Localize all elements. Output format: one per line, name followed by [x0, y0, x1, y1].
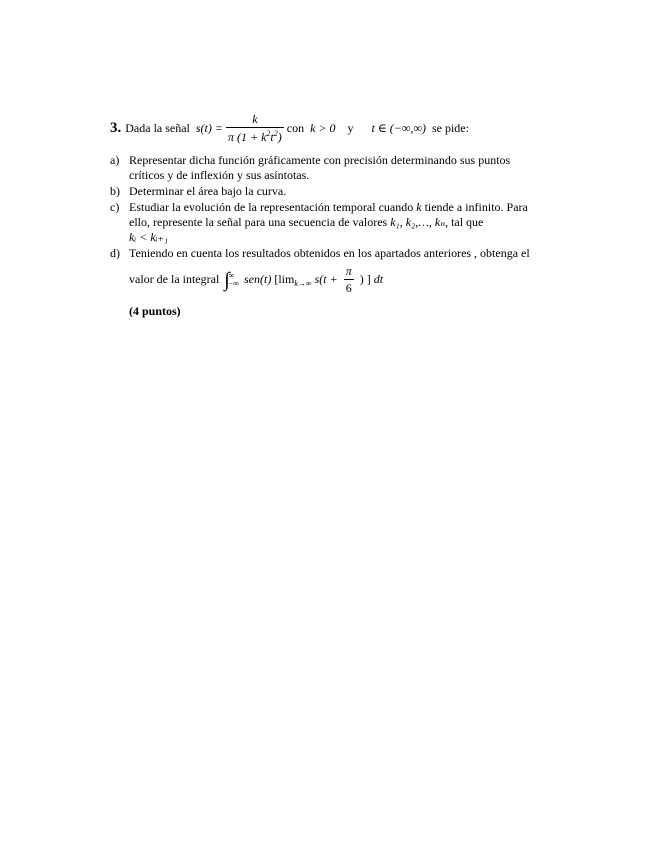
dt: dt [373, 271, 384, 286]
item-b-line1: Determinar el área bajo la curva. [129, 184, 287, 198]
points-label: (4 puntos) [129, 304, 181, 318]
signal-numerator: k [252, 112, 258, 126]
con-word: con [286, 121, 305, 135]
k-var: k [416, 200, 422, 214]
integral-sign: ∫ [224, 269, 230, 291]
se-pide: se pide: [431, 121, 469, 135]
item-c-line2: ello, represente la señal para una secuencia de valores k₁, k₂,…, kₙ, tal que [129, 215, 484, 229]
y-word: y [347, 121, 354, 135]
item-a-label: a) [110, 153, 120, 167]
k-sequence: k₁, k₂,…, kₙ [390, 215, 446, 229]
integral-lower: −∞ [228, 279, 239, 288]
t-domain: t ∈ (−∞,∞) [371, 121, 426, 135]
item-a [110, 153, 565, 183]
lim-open: [lim [274, 271, 295, 286]
lim-subscript: k→∞ [294, 278, 312, 288]
s-expression: s(t + [314, 271, 338, 286]
problem-3 [110, 112, 565, 319]
item-c-label: c) [110, 200, 120, 214]
item-d-line2: valor de la integral ∫ ∞ −∞ sen(t) [$\lim_{k\to\infty}$ s(t + $\frac{\pi}{6}$ ) ] dt [129, 264, 384, 295]
integrand: sen(t) [244, 271, 272, 286]
item-d [110, 246, 565, 319]
item-d-label: d) [110, 246, 120, 260]
pi-over-six: $\frac{\pi}{6}$ [345, 264, 352, 295]
signal-fraction [226, 112, 284, 145]
item-b [110, 184, 565, 199]
item-c [110, 200, 565, 245]
problem-statement [110, 112, 565, 145]
integral-expression [224, 270, 239, 290]
item-b-label: b) [110, 184, 120, 198]
item-c-inequality: kᵢ < kᵢ₊₁ [129, 230, 169, 244]
item-c-line1: Estudiar la evolución de la representación temporal cuando k tiende a infinito. Para [129, 200, 528, 214]
k-condition: k > 0 [310, 121, 336, 135]
signal-denominator: π $(1 + k^2t^2)$ [227, 129, 282, 144]
item-a-line1: Representar dicha función gráficamente con precisión determinando sus puntos [129, 153, 511, 167]
item-a-line2: críticos y de inflexión y sus asíntotas. [129, 168, 310, 182]
integral-upper: ∞ [228, 271, 235, 280]
item-d-line1: Teniendo en cuenta los resultados obtenidos en los apartados anteriores , obtenga el [129, 246, 530, 260]
problem-intro: Dada la señal [125, 121, 190, 135]
signal-lhs: s(t) = [195, 121, 223, 135]
expression-close: ) ] [359, 271, 371, 286]
problem-number: 3. [110, 120, 122, 137]
items-list [110, 153, 565, 319]
